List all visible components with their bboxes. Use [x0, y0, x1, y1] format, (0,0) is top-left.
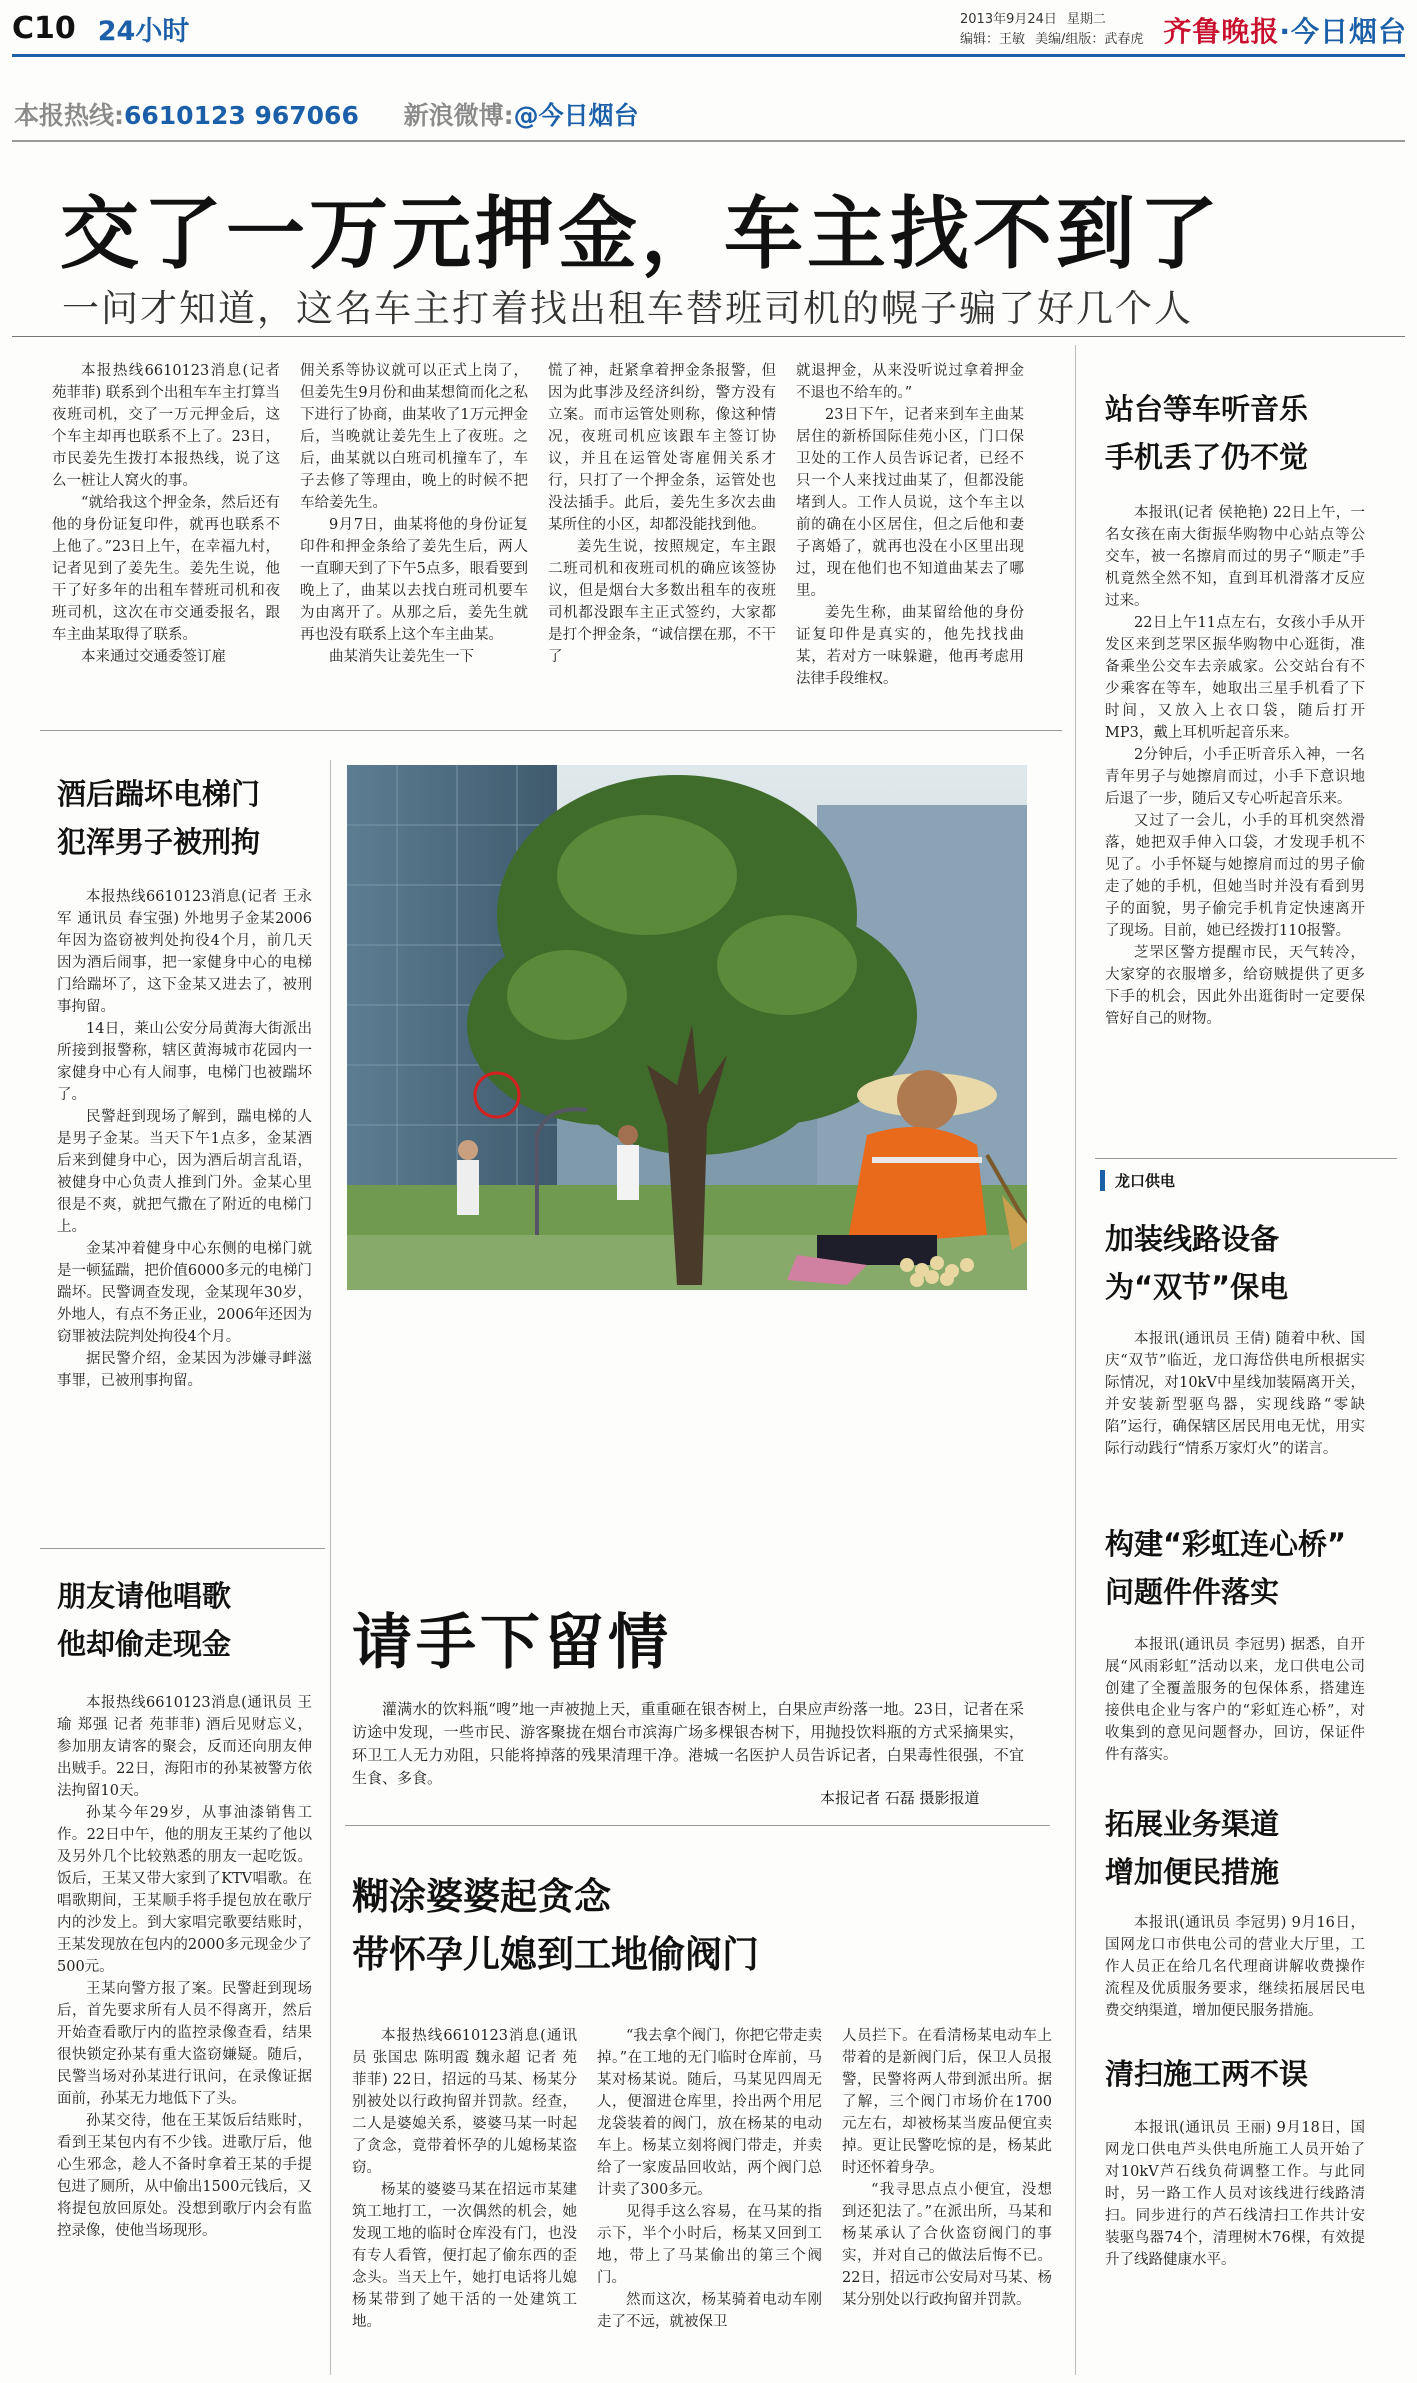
- photo-story-bottom-rule: [345, 1825, 1050, 1826]
- phone-story-title: [1105, 385, 1308, 481]
- longkou-item4-body: [1105, 2117, 1365, 2271]
- lead-column-1: [52, 360, 280, 668]
- page-number: C10: [12, 10, 76, 46]
- elevator-title-line1: 酒后踹坏电梯门: [57, 777, 261, 811]
- news-photo: [347, 765, 1027, 1290]
- issue-weekday: 星期二: [1066, 12, 1106, 27]
- elevator-title-line2: 犯浑男子被刑拘: [57, 825, 261, 859]
- grandma-title-line2: 带怀孕儿媳到工地偷阀门: [352, 1933, 759, 1976]
- lead-col3-para: 慌了神，赶紧拿着押金条报警，但因为此事涉及经济纠纷，警方没有立案。而市运管处则称，像这种情况，夜班司机应该跟车主签订协议，并且在运管处寄雇佣关系才行，只打了一个押金条，运管处也没法插手。此后，姜先生多次去曲某所住的小区，却都没能找到他。: [548, 363, 776, 533]
- longkou-top-rule: [1095, 1158, 1397, 1159]
- left-column-divider: [330, 760, 331, 2375]
- lead-col4-para: 姜先生称，曲某留给他的身份证复印件是真实的，他先找找曲某，若对方一味躲避，他再考虑用法律手段维权。: [796, 605, 1024, 687]
- lead-col2-para: 9月7日，曲某将他的身份证复印件和押金条给了姜先生后，两人一直聊天到了下午5点多，眼看要到晚上了，曲某以去找白班司机要车为由离开了。从那之后，姜先生就再也没有联系上这个车主曲某。: [300, 517, 528, 643]
- elevator-para: 据民警介绍，金某因为涉嫌寻衅滋事罪，已被刑事拘留。: [57, 1351, 312, 1389]
- photo-story-text: [352, 1698, 1024, 1790]
- elevator-para: 14日，莱山公安分局黄海大街派出所接到报警称，辖区黄海城市花园内一家健身中心有人闹事，电梯门也被踹坏了。: [57, 1021, 312, 1103]
- designer-credit: 美编/组版：武春虎: [1035, 32, 1144, 47]
- elevator-story-title: [57, 770, 260, 866]
- grandma-story-title: [352, 1868, 759, 1984]
- phone-story-para: 2分钟后，小手正听音乐入神，一名青年男子与她擦肩而过，小手下意识地后退了一步，随后又专心听起音乐来。: [1105, 747, 1365, 807]
- editor-credit: 编辑：王敏: [960, 32, 1026, 47]
- phone-story-title-line1: 站台等车听音乐: [1105, 392, 1309, 426]
- sidebar-divider: [1075, 345, 1076, 2375]
- phone-story-para: 又过了一会儿，小手的耳机突然滑落，她把双手伸入口袋，才发现手机不见了。小手怀疑与她擦肩而过的男子偷走了她的手机，但她当时并没有看到男子的面貌，男子偷完手机肯定快速离开了现场。目前，她已经拨打110报警。: [1105, 813, 1365, 939]
- lead-col1-para: 本来通过交通委签订雇: [81, 649, 226, 665]
- grandma-para: 人员拦下。在看清杨某电动车上带着的是新阀门后，保卫人员报警，民警将两人带到派出所。据了解，三个阀门市场价在1700元左右，却被杨某当废品便宜卖掉。更让民警吃惊的是，杨某此时还怀着身孕。: [842, 2028, 1052, 2176]
- photo-story-para: 灌满水的饮料瓶“嗖”地一声被抛上天，重重砸在银杏树上，白果应声纷落一地。23日，记者在采访途中发现，一些市民、游客聚拢在烟台市滨海广场多棵银杏树下，用抛投饮料瓶的方式采摘果实，环卫工人无力劝阻，只能将掉落的残果清理干净。港城一名医护人员告诉记者，白果毒性很强，不宜生食、多食。: [352, 1700, 1024, 1787]
- lead-subheadline: 一问才知道，这名车主打着找出租车替班司机的幌子骗了好几个人: [62, 287, 1193, 330]
- lead-headline: 交了一万元押金，车主找不到了: [60, 188, 1222, 280]
- phone-story-para: 本报讯(记者 侯艳艳) 22日上午，一名女孩在南大街振华购物中心站点等公交车，被一名擦肩而过的男子“顺走”手机竟然全然不知，直到耳机滑落才反应过来。: [1105, 505, 1365, 609]
- longkou-item4-title: [1105, 2050, 1308, 2098]
- grandma-column-3: [842, 2025, 1052, 2311]
- lead-col2-para: 曲某消失让姜先生一下: [329, 649, 474, 665]
- lead-col4-para: 23日下午，记者来到车主曲某居住的新桥国际佳苑小区，门口保卫处的工作人员告诉记者，已经不只一个人来找过曲某了，但都没能堵到人。工作人员说，这个车主以前的确在小区居住，但之后他和妻子离婚了，就再也没在小区里出现过，现在他们也不知道曲某去了哪里。: [796, 407, 1024, 599]
- longkou-item1-title-line2: 为“双节”保电: [1105, 1270, 1289, 1304]
- friend-title-line2: 他却偷走现金: [57, 1627, 232, 1661]
- hotline-rule: [12, 140, 1405, 142]
- longkou-item3-body: [1105, 1912, 1365, 2022]
- longkou-item3-text: 本报讯(通讯员 李冠男) 9月16日，国网龙口市供电公司的营业大厅里，工作人员正在给几名代理商讲解收费操作流程及优质服务要求，继续拓展居民电费交纳渠道，增加便民服务措施。: [1105, 1915, 1365, 2019]
- hotline-bar: [14, 96, 639, 132]
- lead-col2-para: 佣关系等协议就可以正式上岗了，但姜先生9月份和曲某想简而化之私下进行了协商，曲某收了1万元押金后，当晚就让姜先生上了夜班。之后，曲某就以白班司机撞车了，车子去修了等理由，晚上的时候不把车给姜先生。: [300, 363, 528, 511]
- page-header-left: [12, 8, 189, 48]
- longkou-item1-title-line1: 加装线路设备: [1105, 1222, 1280, 1256]
- grandma-column-1: [352, 2025, 577, 2333]
- longkou-item3-title-line2: 增加便民措施: [1105, 1855, 1280, 1889]
- longkou-item2-body: [1105, 1634, 1365, 1766]
- longkou-item1-text: 本报讯(通讯员 王倩) 随着中秋、国庆“双节”临近，龙口海岱供电所根据实际情况，对10kV中星线加装隔离开关，并安装新型驱鸟器，实现线路“零缺陷”运行，确保辖区居民用电无忧，用实际行动践行“情系万家灯火”的诺言。: [1105, 1331, 1365, 1457]
- grandma-para: “我去拿个阀门，你把它带走卖掉。”在工地的无门临时仓库前，马某对杨某说。随后，马某见四周无人，便溜进仓库里，拎出两个用尼龙袋装着的阀门，放在杨某的电动车上。杨某立刻将阀门带走，并卖给了一家废品回收站，两个阀门总计卖了300多元。: [597, 2028, 822, 2198]
- grandma-para: “我寻思点点小便宜，没想到还犯法了。”在派出所，马某和杨某承认了合伙盗窃阀门的事实，并对自己的做法后悔不已。22日，招远市公安局对马某、杨某分别处以行政拘留并罚款。: [842, 2182, 1052, 2308]
- lead-column-2: [300, 360, 528, 668]
- elevator-para: 民警赶到现场了解到，踹电梯的人是男子金某。当天下午1点多，金某酒后来到健身中心，因为酒后胡言乱语，被健身中心负责人推到门外。金某心里很是不爽，就把气撒在了附近的电梯门上。: [57, 1109, 312, 1235]
- lead-col3-para: 姜先生说，按照规定，车主跟二班司机和夜班司机的确应该签协议，但是烟台大多数出租车的夜班司机都没跟车主正式签约，大家都是打个押金条，“诚信摆在那，不干了: [548, 539, 776, 665]
- lead-bottom-rule: [40, 730, 1062, 731]
- grandma-column-2: [597, 2025, 822, 2333]
- friend-para: 本报热线6610123消息(通讯员 王瑜 郑强 记者 苑菲菲) 酒后见财忘义，参加朋友请客的聚会，反而还向朋友伸出贼手。22日，海阳市的孙某被警方依法拘留10天。: [57, 1695, 312, 1799]
- longkou-item3-title-line1: 拓展业务渠道: [1105, 1807, 1280, 1841]
- longkou-tag: 龙口供电: [1100, 1170, 1175, 1191]
- grandma-title-line1: 糊涂婆婆起贪念: [352, 1875, 611, 1918]
- elevator-para: 金某冲着健身中心东侧的电梯门就是一顿猛踹，把价值6000多元的电梯门踹坏。民警调查发现，金某现年30岁，外地人，有点不务正业，2006年还因为窃罪被法院判处拘役4个月。: [57, 1241, 312, 1345]
- friend-para: 孙某今年29岁，从事油漆销售工作。22日中午，他的朋友王某约了他以及另外几个比较熟悉的朋友一起吃饭。饭后，王某又带大家到了KTV唱歌。在唱歌期间，王某顺手将手提包放在歌厅内的沙发上。到大家唱完歌要结账时，王某发现放在包内的2000多元现金少了500元。: [57, 1805, 312, 1975]
- header-rule: [12, 54, 1405, 57]
- issue-date: 2013年9月24日: [960, 12, 1057, 27]
- photo-illustration: [347, 765, 1027, 1290]
- weibo-label: 新浪微博:: [403, 101, 514, 130]
- elevator-para: 本报热线6610123消息(记者 王永军 通讯员 春宝强) 外地男子金某2006年因为盗窃被判处拘役4个月，前几天因为酒后闹事，把一家健身中心的电梯门给踹坏了，这下金某又进去了，被刑事拘留。: [57, 889, 312, 1015]
- longkou-item2-title-line1: 构建“彩虹连心桥”: [1105, 1527, 1347, 1561]
- phone-story-para: 22日上午11点左右，女孩小手从开发区来到芝罘区振华购物中心逛街，准备乘坐公交车去亲戚家。公交站台有不少乘客在等车，她取出三星手机看了下时间，又放入上衣口袋，随后打开MP3，戴上耳机听起音乐来。: [1105, 615, 1365, 741]
- section-name: 24小时: [97, 15, 190, 47]
- issue-meta: [960, 10, 1153, 50]
- longkou-item4-title-line1: 清扫施工两不误: [1105, 2057, 1309, 2091]
- grandma-para: 杨某的婆婆马某在招远市某建筑工地打工，一次偶然的机会，她发现工地的临时仓库没有门，也没有专人看管，便打起了偷东西的歪念头。当天上午，她打电话将儿媳杨某带到了她干活的一处建筑工地。: [352, 2182, 577, 2330]
- phone-story-body: [1105, 502, 1365, 1030]
- longkou-item1-body: [1105, 1328, 1365, 1460]
- grandma-para: 本报热线6610123消息(通讯员 张国忠 陈明霞 魏永超 记者 苑菲菲) 22日，招远的马某、杨某分别被处以行政拘留并罚款。经查，二人是婆媳关系，婆婆马某一时起了贪念，竟带着怀孕的儿媳杨某盗窃。: [352, 2028, 577, 2176]
- longkou-item1-title: [1105, 1215, 1288, 1311]
- phone-story-para: 芝罘区警方提醒市民，天气转冷，大家穿的衣服增多，给窃贼提供了更多下手的机会，因此外出逛街时一定要保管好自己的财物。: [1105, 945, 1365, 1027]
- lead-rule: [12, 336, 1405, 337]
- weibo-handle: @今日烟台: [513, 101, 639, 130]
- longkou-item2-text: 本报讯(通讯员 李冠男) 据悉，自开展“风雨彩虹”活动以来，龙口供电公司创建了全覆盖服务的包保体系，搭建连接供电企业与客户的“彩虹连心桥”，对收集到的意见问题督办，回访，保证件件有落实。: [1105, 1637, 1365, 1763]
- grandma-para: 见得手这么容易，在马某的指示下，半个小时后，杨某又回到工地，带上了马某偷出的第三个阀门。: [597, 2204, 822, 2286]
- lead-col4-para: 就退押金，从来没听说过拿着押金不退也不给车的。”: [796, 363, 1024, 401]
- friend-story-title: [57, 1572, 231, 1668]
- photo-story-title: 请手下留情: [352, 1608, 672, 1678]
- longkou-item3-title: [1105, 1800, 1279, 1896]
- friend-story-body: [57, 1692, 312, 2242]
- longkou-item2-title: [1105, 1520, 1346, 1616]
- longkou-item2-title-line2: 问题件件落实: [1105, 1575, 1280, 1609]
- longkou-item4-text: 本报讯(通讯员 王丽) 9月18日，国网龙口供电芦头供电所施工人员开始了对10kV芦石线负荷调整工作。与此同时，另一路工作人员对该线进行线路清扫。同步进行的芦石线清扫工作共计安装驱鸟器74个，清理树木76棵，有效提升了线路健康水平。: [1105, 2120, 1365, 2268]
- grandma-para: 然而这次，杨某骑着电动车刚走了不远，就被保卫: [597, 2292, 822, 2330]
- hotline-label: 本报热线:: [14, 101, 124, 130]
- brand-edition: ·今日烟台: [1279, 15, 1407, 48]
- newspaper-brand: [1163, 10, 1407, 50]
- friend-para: 孙某交待，他在王某饭后结账时，看到王某包内有不少钱。进歌厅后，他心生邪念，趁人不备时拿着王某的手提包进了厕所，从中偷出1500元钱后，又将提包放回原处。没想到歌厅内会有监控录像，使他当场现形。: [57, 2113, 312, 2239]
- photo-credit: 本报记者 石磊 摄影报道: [820, 1789, 980, 1807]
- elevator-bottom-rule: [40, 1548, 325, 1549]
- lead-column-3: [548, 360, 776, 668]
- hotline-numbers: 6610123 967066: [124, 101, 359, 130]
- brand-name: 齐鲁晚报: [1163, 15, 1280, 48]
- lead-column-4: [796, 360, 1024, 690]
- friend-para: 王某向警方报了案。民警赶到现场后，首先要求所有人员不得离开，然后开始查看歌厅内的监控录像查看，结果很快锁定孙某有重大盗窃嫌疑。随后，民警当场对孙某进行讯问，在录像证据面前，孙某无力地低下了头。: [57, 1981, 312, 2107]
- friend-title-line1: 朋友请他唱歌: [57, 1579, 232, 1613]
- elevator-story-body: [57, 886, 312, 1392]
- lead-col1-para: “就给我这个押金条，然后还有他的身份证复印件，就再也联系不上他了。”23日上午，在幸福九村，记者见到了姜先生。姜先生说，他干了好多年的出租车替班司机和夜班司机，这次在市交通委报名，跟车主曲某取得了联系。: [52, 495, 280, 643]
- phone-story-title-line2: 手机丢了仍不觉: [1105, 440, 1309, 474]
- lead-col1-para: 本报热线6610123消息(记者 苑菲菲) 联系到个出租车车主打算当夜班司机，交了一万元押金后，这个车主却再也联系不上了。23日，市民姜先生拨打本报热线，说了这么一桩让人窝火的事。: [52, 363, 280, 489]
